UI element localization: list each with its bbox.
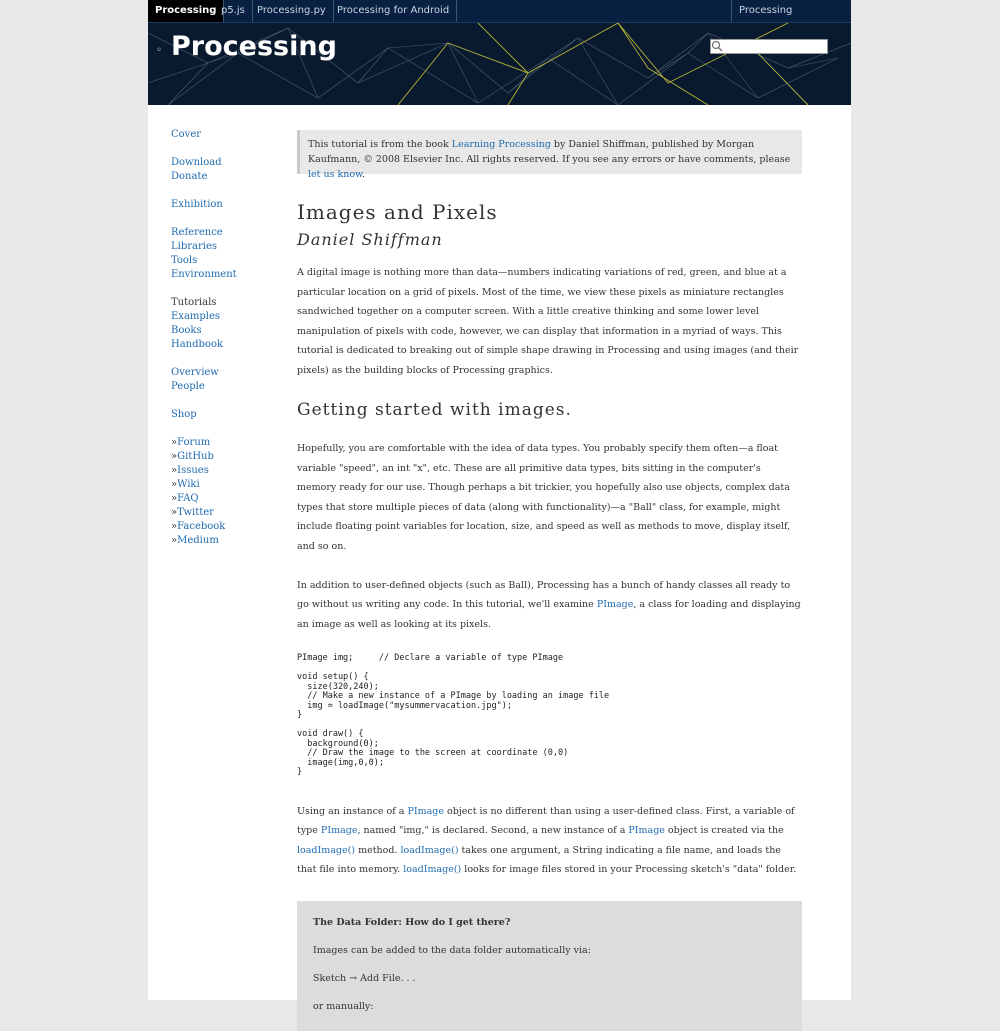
sidebar-item-tutorials[interactable]: Tutorials: [171, 297, 217, 308]
loadimage-link[interactable]: loadImage(): [403, 864, 462, 875]
sidebar-item-medium[interactable]: »Medium: [171, 535, 219, 546]
loadimage-link[interactable]: loadImage(): [400, 844, 459, 856]
sidebar-item-tools[interactable]: Tools: [171, 255, 198, 266]
book-notice: [297, 130, 802, 180]
external-arrow-icon: »: [171, 521, 178, 532]
sidebar-item-wiki[interactable]: »Wiki: [171, 479, 200, 490]
pimage-link[interactable]: PImage: [407, 805, 445, 817]
pimage-link[interactable]: PImage: [320, 825, 358, 836]
notice-text: .: [362, 169, 366, 180]
data-folder-line: or manually:: [313, 1000, 374, 1012]
notice-text: This tutorial is from the book: [308, 139, 452, 150]
nav-tab-processing[interactable]: Processing: [148, 0, 224, 22]
external-arrow-icon: »: [171, 507, 178, 518]
search-icon[interactable]: [711, 40, 723, 52]
sidebar-item-reference[interactable]: Reference: [171, 227, 223, 238]
sidebar-item-libraries[interactable]: Libraries: [171, 241, 218, 252]
sidebar-item-download[interactable]: Download: [171, 157, 222, 168]
data-types-paragraph: Hopefully, you are comfortable with the idea of data types. You probably specify them often—a float variable "speed", an int "x", etc. These are all primitive data types, bits sitting in the computer's memory ready for our use. Though perhaps a bit trickier, you hopefully also use objects, complex data types that store multiple pieces of data (along with functionality)—a "Ball" class, for example, might include floating point variables for location, size, and speed as well as methods to move, display itself, and so on.: [297, 443, 791, 552]
book-link[interactable]: Learning Processing: [451, 139, 551, 150]
header-banner: [148, 23, 851, 105]
author-name: Daniel Shiffman: [297, 230, 443, 249]
main-content: [297, 130, 802, 1031]
sidebar-item-exhibition[interactable]: Exhibition: [171, 199, 223, 210]
sidebar-item-shop[interactable]: Shop: [171, 409, 197, 420]
search-input[interactable]: [711, 46, 813, 59]
sidebar-item-issues[interactable]: »Issues: [171, 465, 209, 476]
data-folder-title: The Data Folder: How do I get there?: [313, 916, 511, 928]
nav-foundation-link[interactable]: Processing: [731, 0, 851, 22]
logo[interactable]: Processing: [171, 31, 337, 62]
top-nav: [148, 0, 851, 23]
sidebar-item-cover[interactable]: Cover: [171, 129, 202, 140]
sidebar-item-twitter[interactable]: »Twitter: [171, 507, 214, 518]
pimage-link[interactable]: PImage: [596, 599, 634, 610]
page-title: Images and Pixels: [297, 200, 498, 224]
sidebar-item-overview[interactable]: Overview: [171, 367, 219, 378]
classes-paragraph: In addition to user-defined objects (such as Ball), Processing has a bunch of handy classes all ready to go without us writing any code. In this tutorial, we'll examine PImage, a class for loading and displaying an image as well as looking at its pixels.: [297, 579, 801, 630]
page: [148, 0, 851, 1012]
external-arrow-icon: »: [171, 451, 178, 462]
sidebar-item-forum[interactable]: »Forum: [171, 437, 211, 448]
pimage-paragraph: Using an instance of a PImage object is no different than using a user-defined class. First, a variable of type PImage, named "img," is declared. Second, a new instance of a PImage object is created via the loadImage() method. loadImage() takes one argument, a String indicating a file name, and loads the that file into memory. loadImage() looks for image files stored in your Processing sketch's "data" folder.: [297, 805, 797, 875]
data-folder-line: Sketch → Add File. . .: [313, 972, 416, 984]
sidebar-nav: [171, 128, 281, 562]
external-arrow-icon: »: [171, 465, 178, 476]
nav-tab-p5js[interactable]: p5.js: [214, 0, 253, 22]
notice-text: by Daniel Shiffman, published by Morgan Kaufmann, © 2008 Elsevier Inc. All rights reserved. If you see any errors or have comments, please: [308, 139, 791, 165]
sidebar-item-environment[interactable]: Environment: [171, 269, 237, 280]
sidebar-item-github[interactable]: »GitHub: [171, 451, 214, 462]
sidebar-item-facebook[interactable]: »Facebook: [171, 521, 226, 532]
external-arrow-icon: »: [171, 493, 178, 504]
sidebar-item-faq[interactable]: »FAQ: [171, 493, 199, 504]
external-arrow-icon: »: [171, 535, 178, 546]
sidebar-item-handbook[interactable]: Handbook: [171, 339, 224, 350]
external-arrow-icon: »: [171, 479, 178, 490]
contact-link[interactable]: let us know: [308, 169, 363, 180]
search-box: [710, 39, 828, 54]
data-folder-line: Images can be added to the data folder automatically via:: [313, 944, 591, 956]
intro-paragraph: A digital image is nothing more than data—numbers indicating variations of red, green, and blue at a particular location on a grid of pixels. Most of the time, we view these pixels as miniature rectangles sandwiched together on a computer screen. With a little creative thinking and some lower level manipulation of pixels with code, however, we can display that information in a myriad of ways. This tutorial is dedicated to breaking out of simple shape drawing in Processing and using images (and their pixels) as the building blocks of Processing graphics.: [297, 267, 799, 376]
section-heading: Getting started with images.: [297, 400, 572, 420]
pimage-link[interactable]: PImage: [628, 825, 665, 836]
nav-tab-processing-py[interactable]: Processing.py: [250, 0, 334, 22]
sidebar-item-people[interactable]: People: [171, 381, 205, 392]
sidebar-item-books[interactable]: Books: [171, 325, 202, 336]
code-block: PImage img; // Declare a variable of type PImage void setup() { size(320,240); // Make a new instance of a PImage by loading an image file img = loadImage("mysummervacation.jpg"); } void draw() { background(0); // Draw the image to the screen at coordinate (0,0) image(img,0,0); }: [297, 653, 610, 777]
external-arrow-icon: »: [171, 437, 178, 448]
loadimage-link[interactable]: loadImage(): [297, 844, 356, 856]
sidebar-item-donate[interactable]: Donate: [171, 171, 208, 182]
nav-tab-processing-android[interactable]: Processing for Android: [330, 0, 457, 22]
data-folder-box: [297, 901, 802, 1031]
sidebar-item-examples[interactable]: Examples: [171, 311, 221, 322]
logo-mark-icon: ◦: [156, 45, 162, 56]
